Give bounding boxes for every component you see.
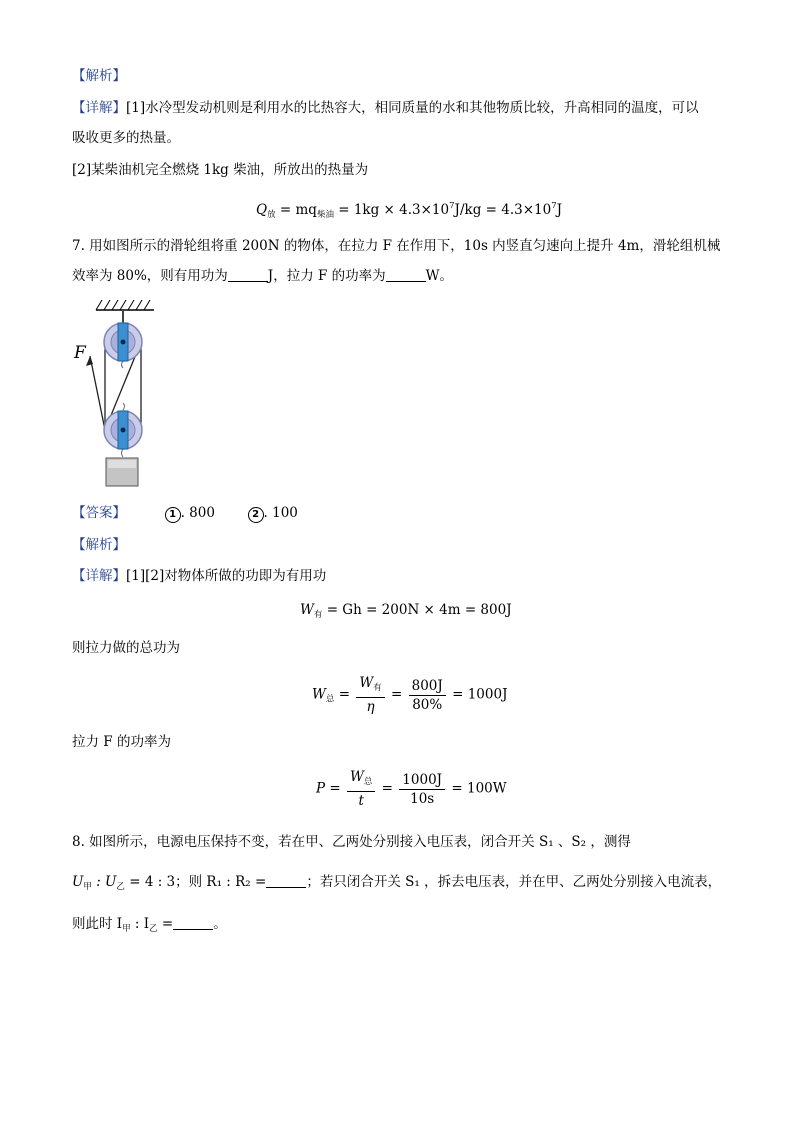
movable-pulley — [104, 403, 142, 457]
total-work-text: 则拉力做的总功为 — [72, 640, 180, 656]
answer-blank-1[interactable] — [228, 267, 268, 282]
q7-analysis-heading: 【解析】 — [72, 537, 126, 553]
heat-equation: $Q_放 = mq_{柴油} = 1kg \times 4.3\times 10^7J/kg = 4.3\times 10^7J$ — [256, 201, 563, 220]
q7-detail-line: 【详解】[1][2]对物体所做的功即为有用功 — [72, 568, 327, 584]
q7-stem-line2: 效率为 80%，则有用功为 J，拉力 F 的功率为 W。 — [72, 268, 454, 284]
detail-text: [1]水冷型发动机则是利用水的比热容大，相同质量的水和其他物质比较，升高相同的温度，可以 — [126, 100, 699, 116]
answer-marker-2: 2 — [248, 507, 264, 523]
answer-2: . 100 — [263, 505, 298, 521]
force-label: F — [74, 343, 86, 363]
q8-stem-line1: 8. 如图所示，电源电压保持不变，若在甲、乙两处分别接入电压表，闭合开关 S₁ 、S₂ ，测得 — [72, 834, 631, 850]
analysis-heading: 【解析】 — [72, 68, 126, 84]
fixed-pulley — [104, 310, 142, 368]
detail-heading: 【详解】 — [72, 100, 126, 116]
force-arrow — [90, 356, 105, 430]
q7-stem-line1: 7. 用如图所示的滑轮组将重 200N 的物体，在拉力 F 在作用下，10s 内竖直匀速向上提升 4m，滑轮组机械 — [72, 238, 721, 254]
answer-heading: 【答案】 — [72, 505, 126, 521]
q8-stem-line3: 则此时 $I_甲$ : $I_乙$ = 。 — [72, 916, 227, 934]
q8-stem-line2: $U_甲$ : $U_乙 = 4$ : 3；则 R₁ : R₂ = ；若只闭合开关 S₁ ，拆去电压表，并在甲、乙两处分别接入电流表， — [72, 874, 722, 892]
answer-1: . 800 — [180, 505, 215, 521]
power-text: 拉力 F 的功率为 — [72, 734, 171, 750]
weight-block — [106, 458, 138, 486]
pulley-figure — [72, 296, 162, 492]
total-work-equation: $W_总$ = $\frac{W_有}{\eta}$ = $\frac{800J}{80\%}$ = 1000J — [312, 675, 508, 715]
ceiling-hatch — [96, 300, 154, 310]
useful-work-equation: $W_有 = Gh = 200N \times 4m = 800J$ — [300, 602, 512, 620]
answer-blank-2[interactable] — [386, 267, 426, 282]
detail-paragraph-2: 吸收更多的热量。 — [72, 130, 180, 146]
detail-paragraph-1 — [72, 98, 699, 118]
answer-blank-3[interactable] — [266, 873, 306, 888]
power-equation: P = $\frac{W_总}{t}$ = $\frac{1000J}{10s}$ = 100W — [316, 769, 507, 809]
answer-line — [72, 503, 298, 523]
part2-text: [2]某柴油机完全燃烧 1kg 柴油，所放出的热量为 — [72, 162, 369, 178]
answer-marker-1: 1 — [165, 507, 181, 523]
answer-blank-4[interactable] — [173, 915, 213, 930]
